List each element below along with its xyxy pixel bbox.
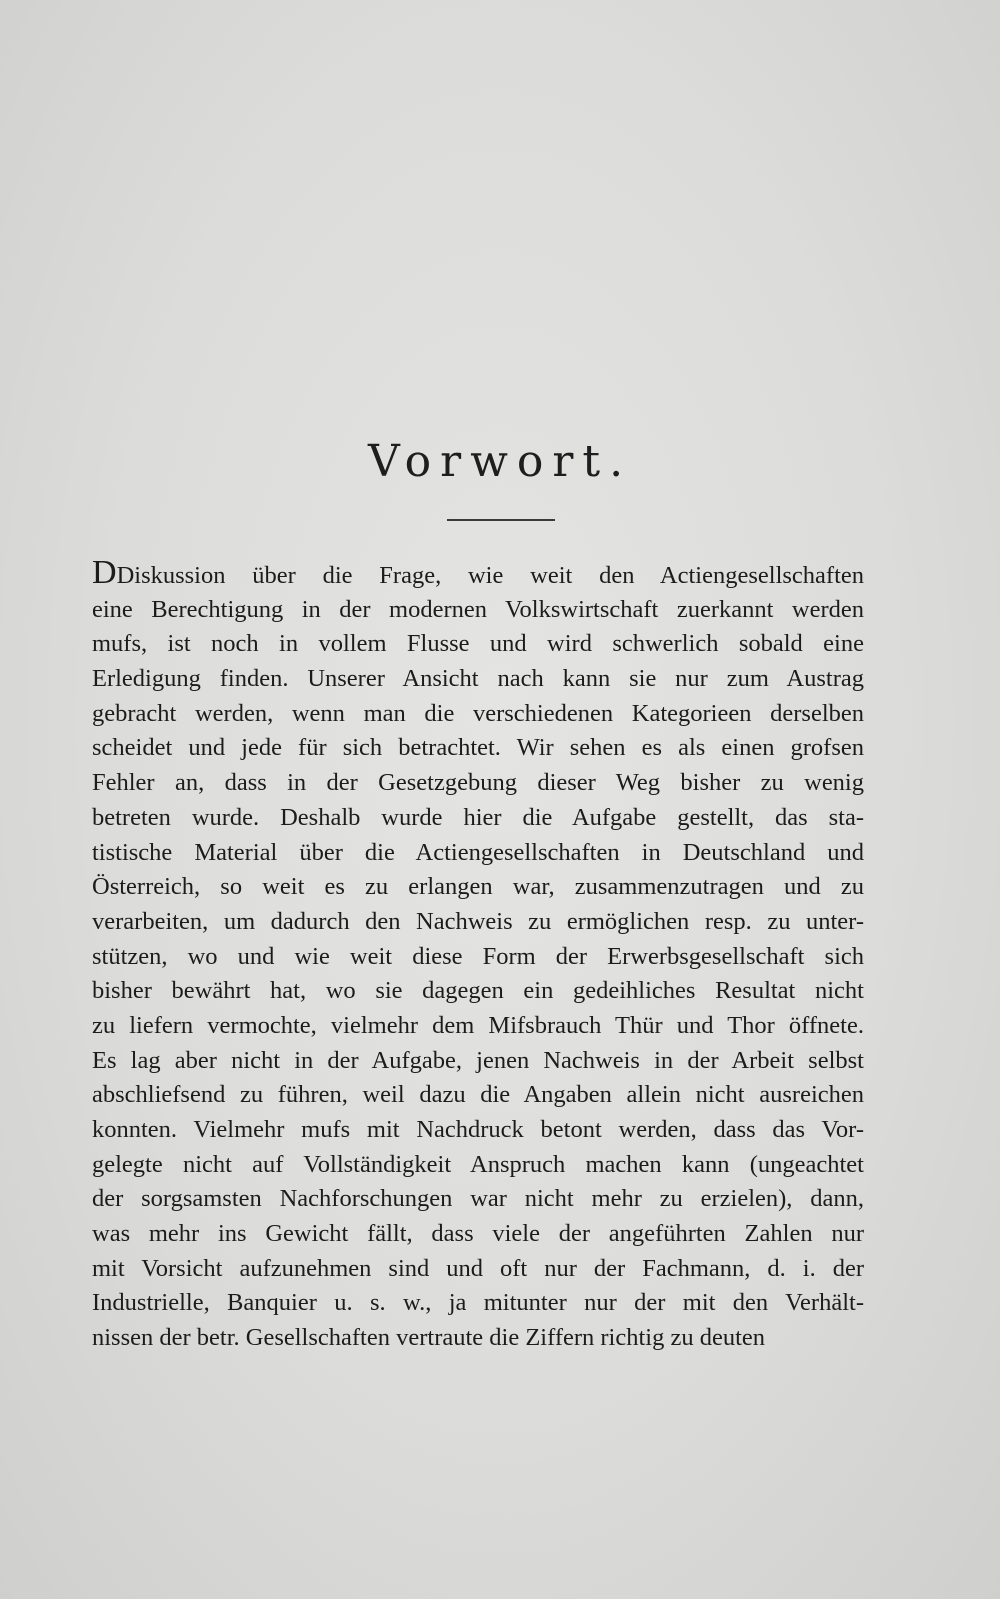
paragraph-line: mit Vorsicht aufzunehmen sind und oft nur der Fachmann, d. i. der [92,1254,864,1282]
paragraph-line: gebracht werden, wenn man die verschiedenen Kategorieen derselben [92,699,864,727]
paragraph-line: Österreich, so weit es zu erlangen war, zusammenzutragen und zu [92,873,864,901]
paragraph-line: bisher bewährt hat, wo sie dagegen ein gedeihliches Resultat nicht [92,977,864,1005]
paragraph-line: DDiskussion über die Frage, wie weit den Actiengesellschaften [92,558,864,593]
title-rule-divider [447,519,555,521]
paragraph-line: gelegte nicht auf Vollständigkeit Anspruch machen kann (ungeachtet [92,1150,864,1178]
paragraph-line: zu liefern vermochte, vielmehr dem Mifsbrauch Thür und Thor öffnete. [92,1011,864,1039]
paragraph-line: abschliefsend zu führen, weil dazu die Angaben allein nicht ausreichen [92,1081,864,1109]
paragraph-line: tistische Material über die Actiengesellschaften in Deutschland und [92,838,864,866]
paragraph-line: Es lag aber nicht in der Aufgabe, jenen Nachweis in der Arbeit selbst [92,1046,864,1074]
paragraph-line: Erledigung finden. Unserer Ansicht nach kann sie nur zum Austrag [92,665,864,693]
paragraph-line: betreten wurde. Deshalb wurde hier die Aufgabe gestellt, das sta- [92,803,864,831]
paragraph-line: verarbeiten, um dadurch den Nachweis zu ermöglichen resp. zu unter- [92,907,864,935]
paragraph-line: nissen der betr. Gesellschaften vertraute die Ziffern richtig zu deuten [92,1324,766,1352]
paragraph-line: eine Berechtigung in der modernen Volkswirtschaft zuerkannt werden [92,595,864,623]
paragraph-line: konnten. Vielmehr mufs mit Nachdruck betont werden, dass das Vor- [92,1116,864,1143]
paragraph-line: stützen, wo und wie weit diese Form der Erwerbsgesellschaft sich [92,942,864,970]
paragraph-line: was mehr ins Gewicht fällt, dass viele der angeführten Zahlen nur [92,1220,864,1248]
paragraph-line: Fehler an, dass in der Gesetzgebung dieser Weg bisher zu wenig [92,769,864,797]
paragraph-line: der sorgsamsten Nachforschungen war nicht mehr zu erzielen), dann, [92,1185,864,1213]
page-title: Vorwort. [367,436,633,487]
paragraph-line: scheidet und jede für sich betrachtet. Wir sehen es als einen grofsen [92,734,864,762]
dropcap-letter: D [92,558,117,591]
paragraph-line: Industrielle, Banquier u. s. w., ja mitunter nur der mit den Verhält- [92,1289,864,1317]
paragraph-line: mufs, ist noch in vollem Flusse und wird schwerlich sobald eine [92,630,864,658]
preface-paragraph [92,558,864,1356]
